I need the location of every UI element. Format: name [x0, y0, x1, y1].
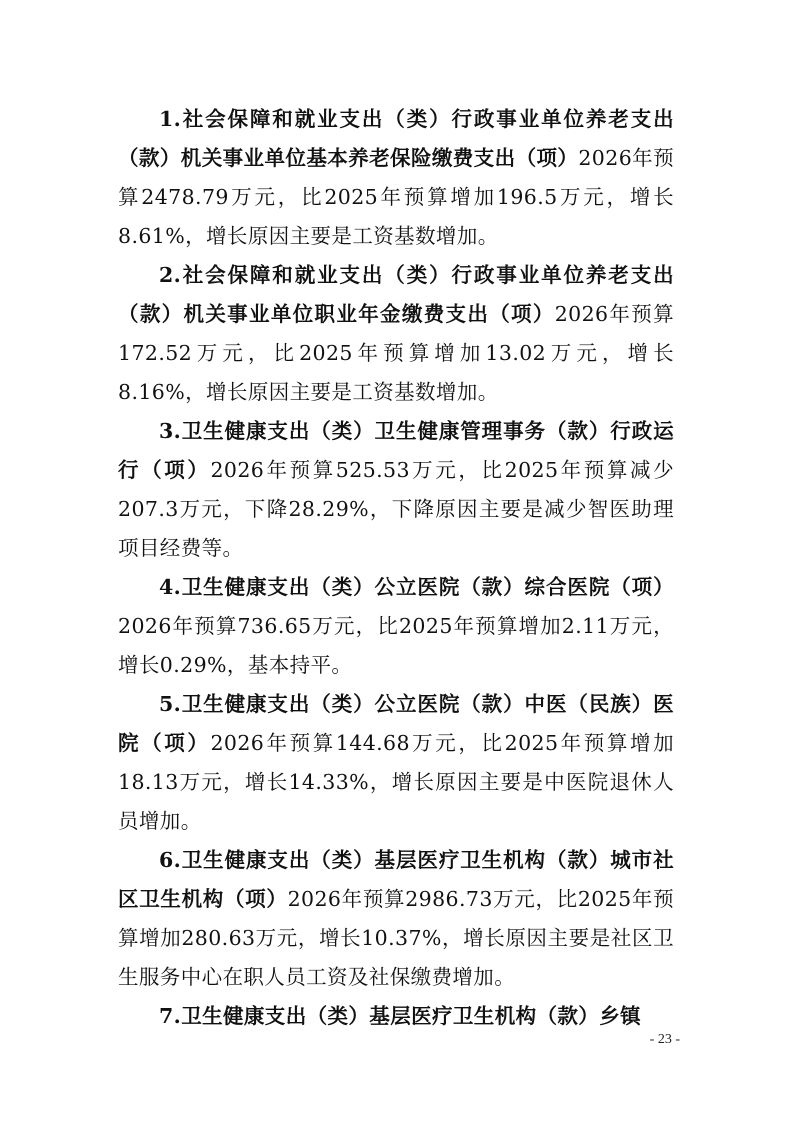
paragraph-heading: 7.卫生健康支出（类）基层医疗卫生机构（款）乡镇	[159, 1004, 641, 1028]
paragraph-heading: 3.卫生健康支出（类）卫生健康管理事务（款）行政运行（项）	[118, 419, 674, 482]
paragraph-heading: 4.卫生健康支出（类）公立医院（款）综合医院（项）	[159, 575, 674, 599]
paragraph-3	[118, 412, 674, 568]
paragraph-text: 2026年预算172.52万元，比2025年预算增加13.02万元，增长8.16%，增长原因主要是工资基数增加。	[118, 302, 674, 404]
page-number: - 23 -	[649, 1032, 680, 1047]
paragraph-text: 2026年预算525.53万元，比2025年预算减少207.3万元，下降28.29%，下降原因主要是减少智医助理项目经费等。	[118, 458, 674, 560]
paragraph-4	[118, 568, 674, 685]
paragraph-heading: 2.社会保障和就业支出（类）行政事业单位养老支出（款）机关事业单位职业年金缴费支出（项）	[118, 263, 674, 326]
paragraph-2	[118, 256, 674, 412]
document-body	[118, 100, 674, 1036]
paragraph-heading: 5.卫生健康支出（类）公立医院（款）中医（民族）医院（项）	[118, 692, 674, 755]
paragraph-text: 2026年预算736.65万元，比2025年预算增加2.11万元，增长0.29%，基本持平。	[118, 614, 674, 677]
paragraph-text: 2026年预算2986.73万元，比2025年预算增加280.63万元，增长10.37%，增长原因主要是社区卫生服务中心在职人员工资及社保缴费增加。	[118, 887, 675, 989]
paragraph-7	[118, 997, 674, 1036]
paragraph-1	[118, 100, 674, 256]
paragraph-6	[118, 841, 674, 997]
paragraph-text: 2026年预算144.68万元，比2025年预算增加18.13万元，增长14.33%，增长原因主要是中医院退休人员增加。	[118, 731, 674, 833]
paragraph-heading: 6.卫生健康支出（类）基层医疗卫生机构（款）城市社区卫生机构（项）	[118, 848, 674, 911]
paragraph-heading: 1.社会保障和就业支出（类）行政事业单位养老支出（款）机关事业单位基本养老保险缴费支出（项）	[118, 107, 674, 170]
paragraph-5	[118, 685, 674, 841]
paragraph-text: 2026年预算2478.79万元，比2025年预算增加196.5万元，增长8.61%，增长原因主要是工资基数增加。	[118, 146, 674, 248]
